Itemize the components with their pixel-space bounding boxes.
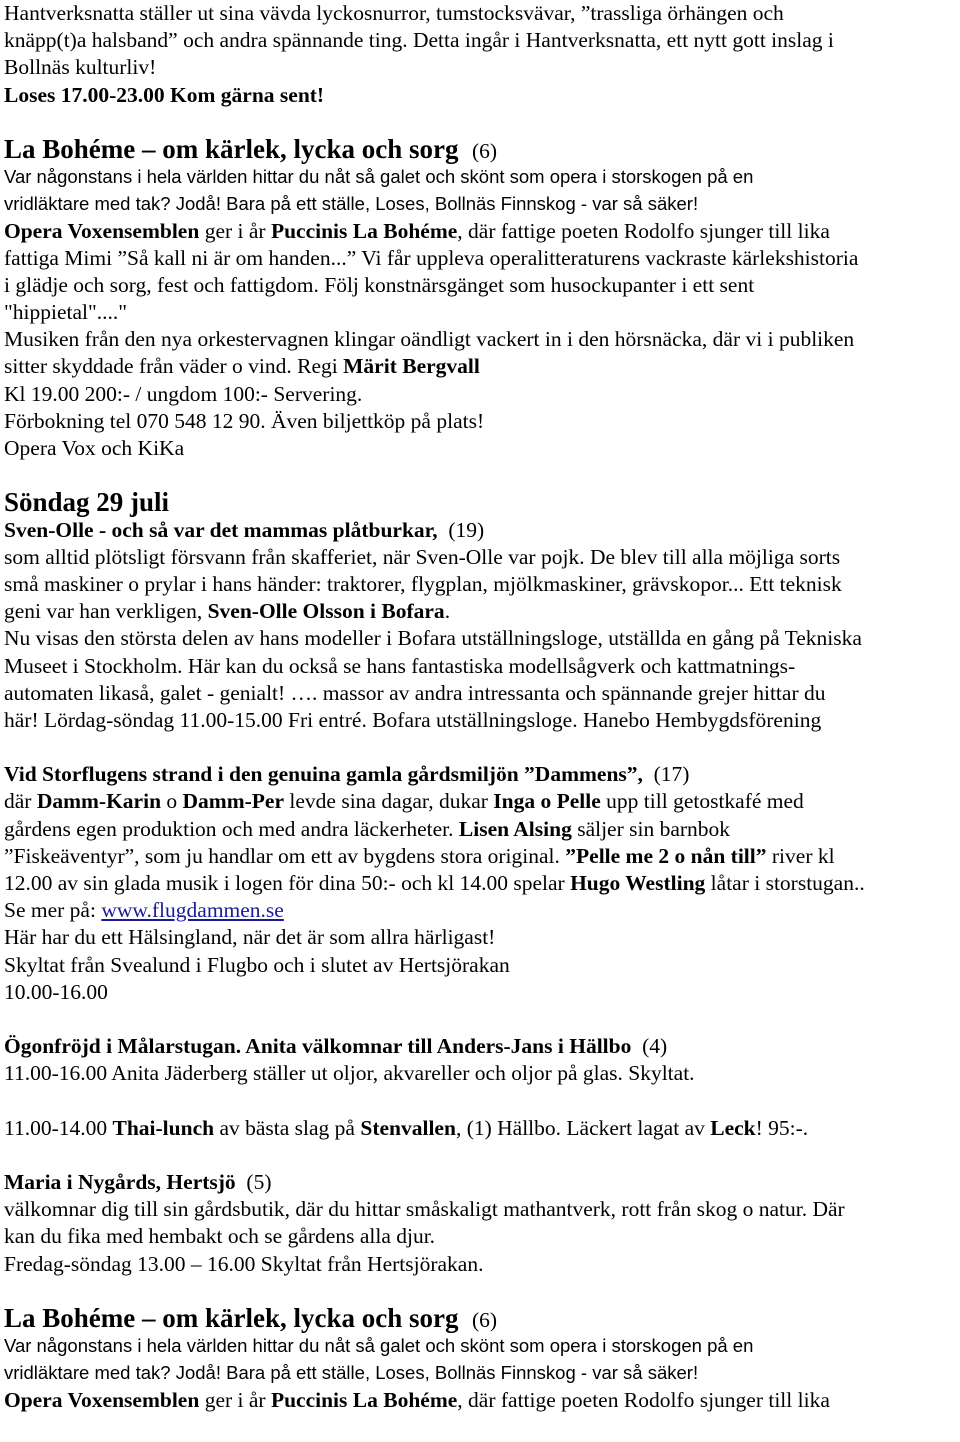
- person-name: Inga o Pelle: [493, 789, 601, 814]
- paragraph-line: Skyltat från Svealund i Flugbo och i slutet av Hertsjörakan: [4, 952, 510, 977]
- event-title: Maria i Nygårds, Hertsjö: [4, 1170, 236, 1195]
- event-title: Ögonfröjd i Målarstugan. Anita välkomnar till Anders-Jans i Hällbo: [4, 1034, 632, 1059]
- ensemble-name: Opera Voxensemblen: [4, 218, 200, 243]
- paragraph-line: [4, 788, 956, 815]
- paragraph-line: fattiga Mimi ”Så kall ni är om handen...” Vi får uppleva operalitteraturens vackraste kärlekshistoria: [4, 245, 859, 270]
- director-name: Märit Bergvall: [343, 354, 480, 379]
- paragraph-line: välkomnar dig till sin gårdsbutik, där du hittar småskaligt mathantverk, rott från skog o natur. Där: [4, 1197, 845, 1222]
- text-span: 12.00 av sin glada musik i logen för dina 50:- och kl 14.00 spelar: [4, 871, 571, 895]
- paragraph-line: 10.00-16.00: [4, 979, 108, 1004]
- event-number: (5): [246, 1170, 272, 1195]
- paragraph-line: vridläktare med tak? Jodå! Bara på ett ställe, Loses, Bollnäs Finnskog - var så säker!: [4, 1362, 699, 1384]
- ogonfrojd-section: [4, 1033, 956, 1087]
- opera-name: Puccinis La Bohéme: [270, 218, 458, 243]
- person-name: Sven-Olle Olsson i Bofara: [207, 599, 445, 624]
- event-number: (17): [653, 762, 690, 787]
- event-number: (4): [642, 1034, 668, 1059]
- event-heading: [4, 761, 956, 788]
- paragraph-line: [4, 353, 956, 380]
- paragraph-line: i glädje och sorg, fest och fattigdom. Följ konstnärsgänget som husockupanter i ett sent: [4, 272, 755, 297]
- paragraph-line: små maskiner o prylar i hans händer: traktorer, flygplan, mjölkmaskiner, grävskopor... Ett teknisk: [4, 571, 842, 596]
- event-number: (6): [471, 138, 498, 163]
- text-span: 11.00-14.00: [4, 1115, 113, 1140]
- paragraph-line: [4, 897, 956, 924]
- event-heading: [4, 1305, 956, 1332]
- text-span: vridläktare med tak? Jodå!: [4, 193, 227, 215]
- text-span: låtar i storstugan..: [705, 871, 865, 895]
- paragraph-line: här! Lördag-söndag 11.00-15.00 Fri entré. Bofara utställningsloge. Hanebo Hembygdsförening: [4, 707, 822, 732]
- paragraph-line: Bollnäs kulturliv!: [4, 55, 157, 80]
- paragraph-line: Förbokning tel 070 548 12 90. Även biljettköp på plats!: [4, 408, 485, 433]
- day-heading: [4, 489, 956, 516]
- event-heading: [4, 1169, 956, 1196]
- text-span: Bara på ett ställe, Loses, Bollnäs Finnskog - var så säker!: [226, 193, 699, 215]
- text-span: där: [4, 789, 37, 814]
- text-span: av bästa slag på: [214, 1115, 361, 1140]
- ensemble-name: Opera Voxensemblen: [4, 1387, 200, 1412]
- person-name: Lisen Alsing: [458, 816, 572, 841]
- thai-lunch-line: [4, 1115, 956, 1142]
- paragraph-line: [4, 190, 956, 217]
- paragraph-line: [4, 843, 956, 870]
- text-span: ger i år: [199, 1387, 271, 1412]
- paragraph-line: Fredag-söndag 13.00 – 16.00 Skyltat från Hertsjörakan.: [4, 1251, 484, 1276]
- hours-text: Loses 17.00-23.00 Kom gärna sent!: [4, 82, 325, 107]
- paragraph-line: Kl 19.00 200:- / ungdom 100:- Servering.: [4, 381, 363, 406]
- event-heading: [4, 517, 956, 544]
- event-title: Sven-Olle - och så var det mammas plåtburkar,: [4, 517, 438, 542]
- event-number: (19): [448, 517, 485, 542]
- paragraph-line: 11.00-16.00 Anita Jäderberg ställer ut oljor, akvareller och oljor på glas. Skyltat.: [4, 1061, 695, 1086]
- event-heading: [4, 133, 956, 164]
- la-boheme-section: [4, 133, 956, 462]
- text-span: o: [161, 789, 183, 814]
- text-span: river kl: [766, 843, 835, 868]
- dammens-section: [4, 761, 956, 1006]
- paragraph-line: Var någonstans i hela världen hittar du nåt så galet och skönt som opera i storskogen på en: [4, 166, 754, 188]
- text-span: gårdens egen produktion och med andra läckerheter.: [4, 816, 459, 841]
- person-name: Damm-Karin: [36, 789, 162, 814]
- paragraph-line: Nu visas den största delen av hans modeller i Bofara utställningsloge, utställda en gång på Tekniska: [4, 626, 862, 651]
- paragraph-line: Museet i Stockholm. Här kan du också se hans fantastiska modellsågverk och kattmatnings-: [4, 653, 796, 678]
- text-span: upp till getostkafé med: [600, 789, 804, 814]
- text-span: ger i år: [199, 218, 271, 243]
- text-span: Se mer på:: [4, 898, 102, 923]
- text-span: , där fattige poeten Rodolfo sjunger till lika: [457, 218, 830, 243]
- person-name: Damm-Per: [182, 789, 285, 814]
- paragraph-line: [4, 1387, 956, 1414]
- text-span: , (1) Hällbo. Läckert lagat av: [455, 1115, 711, 1140]
- person-name: Hugo Westling: [570, 871, 706, 895]
- event-title: La Bohéme – om kärlek, lycka och sorg: [4, 1303, 459, 1333]
- band-name: ”Pelle me 2 o nån till”: [565, 843, 767, 868]
- sven-olle-section: [4, 517, 956, 735]
- paragraph-line: kan du fika med hembakt och se gårdens alla djur.: [4, 1224, 436, 1249]
- paragraph-line: [4, 598, 956, 625]
- text-span: geni var han verkligen,: [4, 599, 208, 624]
- paragraph-line: [4, 816, 956, 843]
- opera-name: Puccinis La Bohéme: [270, 1387, 458, 1412]
- paragraph-line: [4, 82, 956, 109]
- paragraph-line: som alltid plötsligt försvann från skafferiet, när Sven-Olle var pojk. De blev till alla möjliga sorts: [4, 544, 841, 569]
- event-heading: [4, 1033, 956, 1060]
- text-span: .: [444, 599, 451, 624]
- event-title: Thai-lunch: [112, 1115, 215, 1140]
- event-title: La Bohéme – om kärlek, lycka och sorg: [4, 133, 459, 164]
- paragraph-line: Opera Vox och KiKa: [4, 436, 185, 460]
- text-span: ”Fiskeäventyr”, som ju handlar om ett av bygdens stora original.: [4, 843, 566, 868]
- paragraph-line: "hippietal"....": [4, 300, 128, 325]
- paragraph-line: automaten likaså, galet - genialt! …. massor av andra intressanta och spännande grejer hittar du: [4, 680, 826, 705]
- paragraph-line: Var någonstans i hela världen hittar du nåt så galet och skönt som opera i storskogen på en: [4, 1335, 754, 1357]
- paragraph-line: Musiken från den nya orkestervagnen klingar oändligt vackert in i den hörsnäcka, där vi i publiken: [4, 327, 855, 352]
- person-name: Leck: [710, 1115, 756, 1140]
- place-name: Stenvallen: [360, 1115, 456, 1140]
- la-boheme-repeat-section: [4, 1305, 956, 1414]
- website-link[interactable]: www.flugdammen.se: [101, 898, 284, 923]
- document-body: [4, 0, 956, 1414]
- paragraph-line: Här har du ett Hälsingland, när det är som allra härligast!: [4, 925, 496, 950]
- paragraph-line: knäpp(t)a halsband” och andra spännande ting. Detta ingår i Hantverksnatta, ett nytt gott inslag i: [4, 28, 834, 53]
- text-span: ! 95:-.: [755, 1115, 809, 1140]
- day-title: Söndag 29 juli: [4, 487, 170, 518]
- event-title: Vid Storflugens strand i den genuina gamla gårdsmiljön ”Dammens”,: [4, 762, 643, 787]
- text-span: , där fattige poeten Rodolfo sjunger till lika: [457, 1387, 830, 1412]
- paragraph-line: [4, 870, 956, 897]
- hantverksnatta-section: [4, 0, 956, 109]
- paragraph-line: Hantverksnatta ställer ut sina vävda lyckosnurror, tumstocksvävar, ”trassliga örhängen och: [4, 1, 784, 25]
- maria-section: [4, 1169, 956, 1278]
- text-span: levde sina dagar, dukar: [284, 789, 494, 814]
- text-span: säljer sin barnbok: [571, 816, 731, 841]
- text-span: sitter skyddade från väder o vind. Regi: [4, 354, 344, 379]
- event-number: (6): [471, 1308, 498, 1332]
- paragraph-line: [4, 218, 956, 245]
